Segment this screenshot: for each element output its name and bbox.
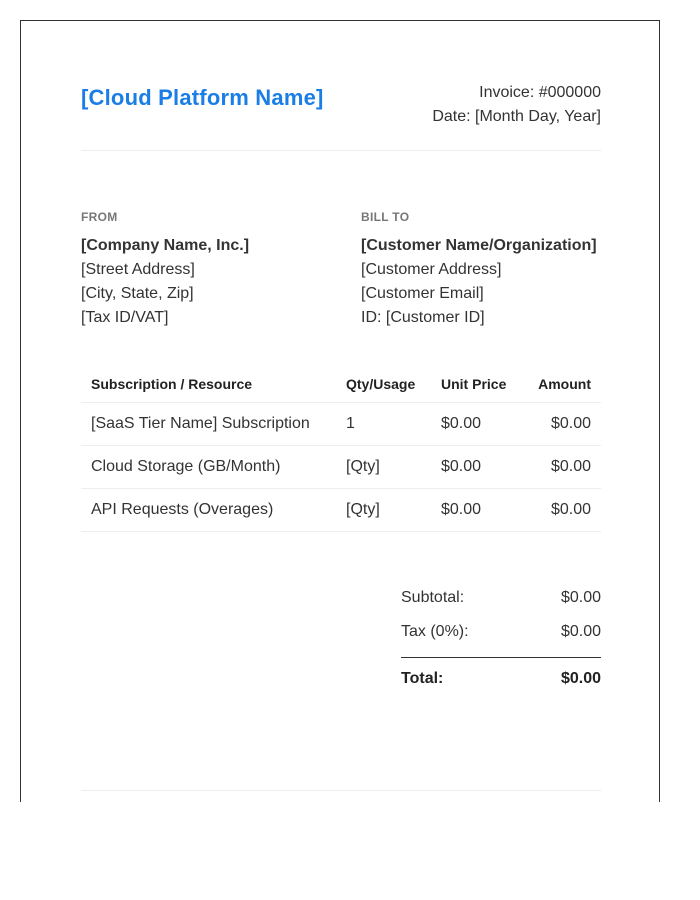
tax-row bbox=[401, 615, 601, 649]
line-items-table bbox=[81, 366, 601, 532]
cell-amount: $0.00 bbox=[527, 403, 601, 446]
customer-id: ID: [Customer ID] bbox=[361, 309, 485, 326]
cell-unit-price: $0.00 bbox=[431, 446, 527, 489]
cell-qty: [Qty] bbox=[336, 446, 431, 489]
col-header-resource: Subscription / Resource bbox=[81, 366, 336, 403]
invoice-header bbox=[81, 81, 601, 151]
customer-name: [Customer Name/Organization] bbox=[361, 237, 597, 254]
invoice-number: Invoice: #000000 bbox=[479, 84, 601, 101]
col-header-qty: Qty/Usage bbox=[336, 366, 431, 403]
customer-address: [Customer Address] bbox=[361, 261, 502, 278]
tax-label: Tax (0%): bbox=[401, 623, 469, 640]
total-value: $0.00 bbox=[560, 670, 601, 687]
customer-email: [Customer Email] bbox=[361, 285, 484, 302]
table-row bbox=[81, 446, 601, 489]
from-city-state-zip: [City, State, Zip] bbox=[81, 285, 194, 302]
bill-to-label: BILL TO bbox=[361, 210, 410, 224]
table-row bbox=[81, 403, 601, 446]
cell-qty: 1 bbox=[336, 403, 431, 446]
cell-resource: API Requests (Overages) bbox=[81, 489, 336, 532]
table-row bbox=[81, 489, 601, 532]
total-label: Total: bbox=[401, 670, 444, 687]
footer-divider bbox=[81, 790, 601, 791]
from-label: FROM bbox=[81, 210, 118, 224]
cell-unit-price: $0.00 bbox=[431, 489, 527, 532]
total-row bbox=[401, 662, 601, 696]
cell-qty: [Qty] bbox=[336, 489, 431, 532]
cell-unit-price: $0.00 bbox=[431, 403, 527, 446]
from-company-name: [Company Name, Inc.] bbox=[81, 237, 250, 254]
table-header-row bbox=[81, 366, 601, 403]
cell-amount: $0.00 bbox=[527, 489, 601, 532]
bill-to-block bbox=[361, 209, 621, 330]
from-block bbox=[81, 209, 341, 330]
totals-section bbox=[401, 581, 601, 696]
header-divider bbox=[81, 150, 601, 151]
subtotal-value: $0.00 bbox=[560, 589, 601, 606]
col-header-unit-price: Unit Price bbox=[431, 366, 527, 403]
tax-value: $0.00 bbox=[560, 623, 601, 640]
invoice-page bbox=[20, 20, 660, 802]
platform-name: [Cloud Platform Name] bbox=[81, 85, 324, 110]
cell-resource: Cloud Storage (GB/Month) bbox=[81, 446, 336, 489]
col-header-amount: Amount bbox=[527, 366, 601, 403]
from-street-address: [Street Address] bbox=[81, 261, 195, 278]
from-tax-id: [Tax ID/VAT] bbox=[81, 309, 169, 326]
invoice-meta bbox=[432, 81, 601, 129]
cell-resource: [SaaS Tier Name] Subscription bbox=[81, 403, 336, 446]
cell-amount: $0.00 bbox=[527, 446, 601, 489]
invoice-date: Date: [Month Day, Year] bbox=[432, 108, 601, 125]
subtotal-row bbox=[401, 581, 601, 615]
totals-divider bbox=[401, 657, 601, 658]
subtotal-label: Subtotal: bbox=[401, 589, 465, 606]
